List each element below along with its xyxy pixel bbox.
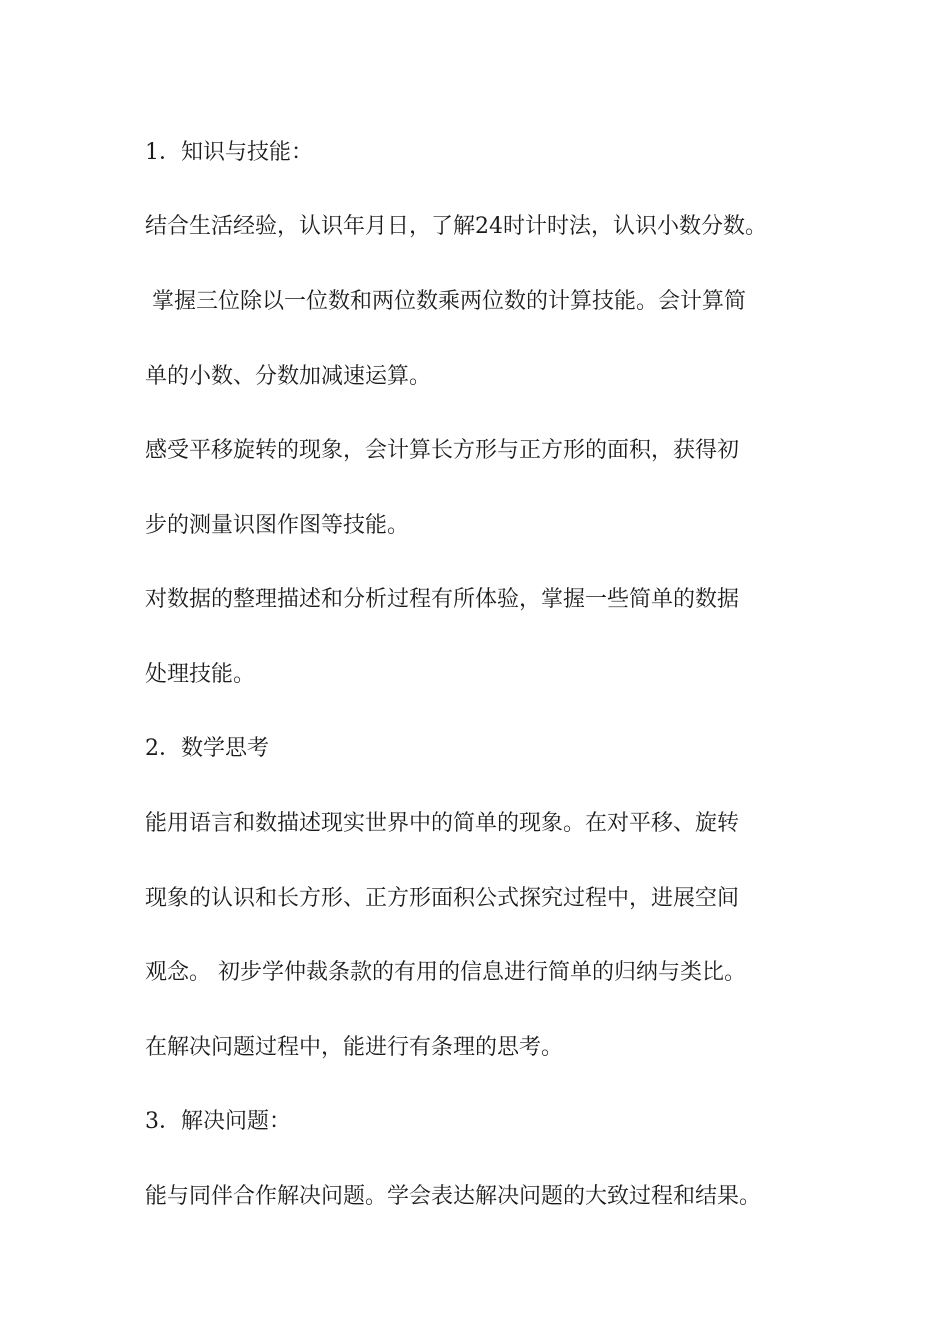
paragraph-line: 步的测量识图作图等技能。 [145, 513, 410, 538]
paragraph-line: 感受平移旋转的现象，会计算长方形与正方形的面积，获得初 [145, 438, 740, 463]
paragraph-line: 对数据的整理描述和分析过程有所体验，掌握一些简单的数据 [145, 587, 740, 612]
heading-knowledge-skills: 1．知识与技能： [145, 140, 313, 165]
heading-problem-solving: 3．解决问题： [145, 1109, 291, 1134]
paragraph-line: 掌握三位除以一位数和两位数乘两位数的计算技能。会计算简 [145, 289, 746, 314]
paragraph-line: 观念。 初步学仲裁条款的有用的信息进行简单的归纳与类比。 [145, 960, 746, 985]
paragraph-line: 能与同伴合作解决问题。学会表达解决问题的大致过程和结果。 [145, 1184, 762, 1209]
paragraph-line: 结合生活经验，认识年月日，了解24时计时法，认识小数分数。 [145, 214, 767, 239]
paragraph-line: 处理技能。 [145, 662, 256, 687]
paragraph-line: 单的小数、分数加减速运算。 [145, 364, 432, 389]
paragraph-line: 现象的认识和长方形、正方形面积公式探究过程中，进展空间 [145, 886, 740, 911]
paragraph-line: 能用语言和数描述现实世界中的简单的现象。在对平移、旋转 [145, 811, 740, 836]
heading-math-thinking: 2．数学思考 [145, 736, 269, 761]
paragraph-line: 在解决问题过程中，能进行有条理的思考。 [145, 1035, 564, 1060]
